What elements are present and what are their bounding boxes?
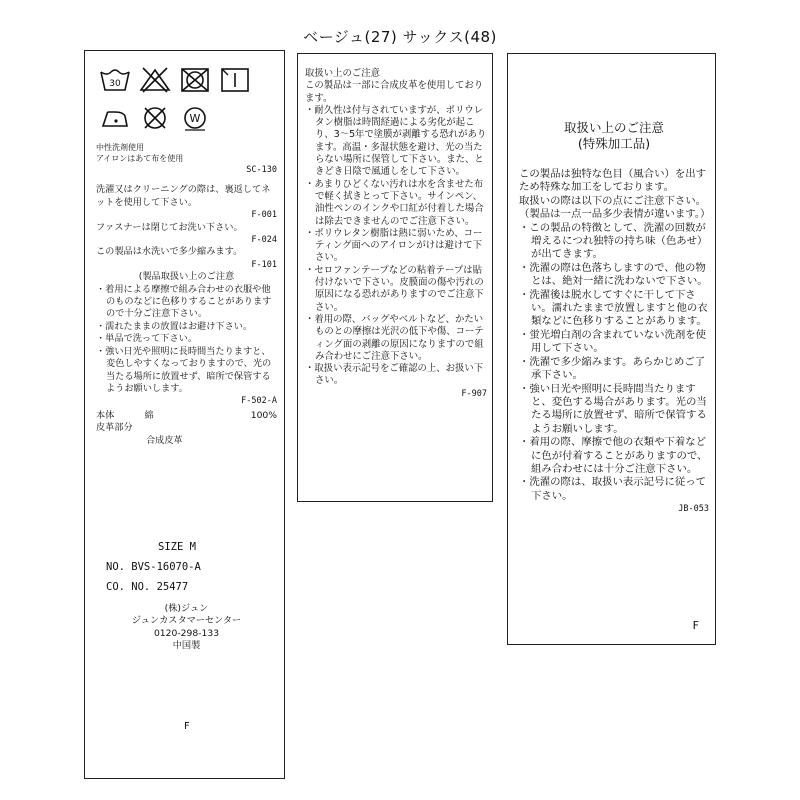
caution-item: ・着用による摩擦で組み合わせの衣服や他のものなどに色移りすることがありますので十分ご注意下さい。 (96, 283, 272, 320)
caution-item: ・洗濯の際は色落ちしますので、他の物とは、絶対一緒に洗わないで下さい。 (519, 261, 708, 288)
co-number: CO. NO. 25477 (106, 580, 189, 593)
tag2-intro: この製品は一部に合成皮革を使用しております。 (305, 80, 484, 104)
caution-item: ・あまりひどくない汚れは水を含ませた布で軽く拭きとって下さい。サインペン、油性ペンのインクや口紅が付着した場合は除去できませんのでご注意下さい。 (305, 178, 484, 227)
customer-center: ジュンカスタマーセンター (131, 615, 242, 627)
company-name: (株)ジュン (164, 602, 209, 614)
caution-title: (製品取扱い上のご注意 (138, 271, 235, 283)
tag2-title: 取扱い上のご注意 (305, 68, 381, 79)
iron-note: アイロンはあて布を使用 (96, 153, 184, 163)
code-sc: SC-130 (246, 165, 277, 175)
wet-clean-icon (179, 104, 211, 132)
material-body-label: 本体 (96, 409, 115, 421)
caution-item: ・セロファンテープなどの粘着テープは貼付けないで下さい。皮膜面の傷や汚れの原因になる恐れがありますのでご注意下さい。 (305, 264, 484, 313)
f-mark: F (184, 721, 190, 732)
page-title: ベージュ(27) サックス(48) (303, 28, 497, 46)
material-leather-label: 皮革部分 (96, 422, 133, 434)
tag3-intro2: 取扱いの際は以下の点にご注意下さい。（製品は一点一品多少表情が違います。） (519, 194, 711, 221)
material-body-value: 綿 (144, 409, 154, 421)
f-mark: F (692, 619, 699, 632)
code-jb053: JB-053 (678, 504, 709, 515)
caution-item: ・強い日光や照明に長時間当たりますと、変色しやすくなっておりますので、光の当たる場所に放置せず、暗所で保管するようお願いします。 (96, 345, 272, 394)
wash-30-icon (99, 66, 131, 94)
no-bleach-icon (139, 66, 171, 94)
tag3-title: 取扱い上のご注意 (特殊加工品) (563, 120, 664, 151)
wash-temp-label: 30 (109, 79, 121, 89)
caution-item: ・洗濯後は脱水してすぐに干して下さい。濡れたままで放置しますと他の衣類などに色移りすることがあります。 (519, 288, 708, 328)
caution-item: ・着用の際、バッグやベルトなど、かたいものとの摩擦は光沢の低下や傷、コーティング面の剥離の原因になりますので組み合わせにご注意下さい。 (305, 313, 484, 362)
care-label-special-processing (507, 53, 716, 645)
no-tumble-dry-icon (179, 66, 211, 94)
care-text (96, 143, 277, 653)
country-of-origin: 中国製 (172, 640, 201, 652)
caution-item: ・ポリウレタン樹脂は熱に弱いため、コーティング面へのアイロンがけは避けて下さい。 (305, 227, 483, 264)
product-number: NO. BVS-16070-A (106, 560, 201, 573)
material-body-pct: 100% (250, 409, 277, 421)
phone-number: 0120-298-133 (153, 627, 220, 639)
caution-item: ・強い日光や照明に長時間当たりますと、変色する場合があります。光の当たる場所に放置せず、暗所で保管するようお願いします。 (519, 382, 707, 435)
caution-item: ・洗濯の際は、取扱い表示記号に従って下さい。 (519, 476, 707, 502)
shrink-note: この製品は水洗いで多少縮みます。 (96, 246, 243, 258)
caution-item: ・耐久性は付与されていますが、ポリウレタン樹脂は時間経過による劣化が起こり、3～5年で塗膜が剥離する恐れがあります。高温・多湿状態を避け、光の当たらない場所に保管して下さい。また、ときどき日陰で風通しをして下さい。 (305, 104, 487, 178)
code-f024: F-024 (251, 235, 277, 246)
wet-clean-label: W (189, 112, 201, 125)
code-f101: F-101 (251, 259, 277, 270)
wash-note: 洗濯又はクリーニングの際は、裏返してネットを使用して下さい。 (96, 184, 271, 208)
code-f907: F-907 (461, 388, 487, 399)
caution-item: ・単品で洗って下さい。 (96, 333, 198, 345)
zipper-note: ファスナーは閉じてお洗い下さい。 (96, 221, 243, 233)
material-leather-value: 合成皮革 (146, 434, 183, 446)
iron-low-icon (99, 104, 131, 132)
detergent-note: 中性洗剤使用 (96, 143, 144, 152)
size: SIZE M (158, 540, 196, 553)
no-dry-clean-icon (139, 104, 171, 132)
caution-item: ・この製品の特徴として、洗濯の回数が増えるにつれ独特の持ち味（色あせ）が出てきます。 (519, 221, 708, 261)
care-symbols (99, 66, 269, 142)
code-f502: F-502-A (241, 396, 277, 407)
care-label-synthetic-leather (297, 53, 493, 502)
caution-item: ・洗濯で多少縮みます。あらかじめご了承下さい。 (519, 355, 706, 382)
tag3-intro: この製品は独特な色目（風合い）を出すため特殊な加工をしております。 (519, 168, 707, 194)
caution-item: ・濡れたままの放置はお避け下さい。 (96, 320, 253, 332)
line-dry-icon (219, 66, 251, 94)
caution-item: ・取扱い表示記号をご確認の上、お扱い下さい。 (305, 363, 484, 387)
care-label-main (84, 50, 285, 779)
code-f001: F-001 (251, 210, 277, 221)
caution-item: ・着用の際、摩擦で他の衣類や下着などに色が付着することがありますので、組み合わせには十分ご注意下さい。 (519, 436, 708, 475)
caution-item: ・蛍光増白剤の含まれていない洗剤を使用して下さい。 (519, 328, 707, 355)
